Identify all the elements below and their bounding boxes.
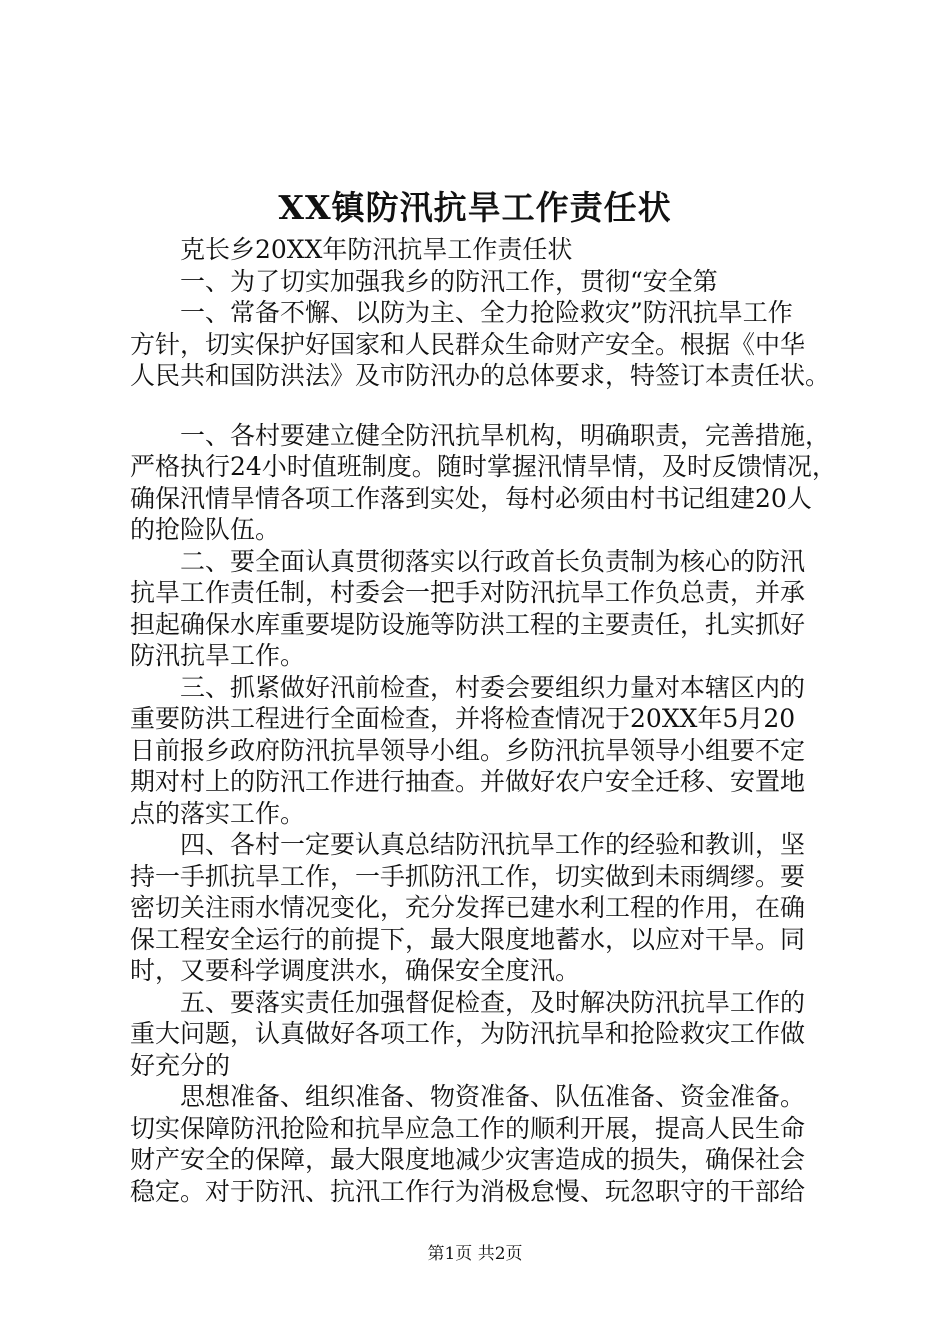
paragraph-line: 二、要全面认真贯彻落实以行政首长负责制为核心的防汛 xyxy=(180,546,806,576)
page-footer: 第1页 共2页 xyxy=(427,1244,523,1264)
paragraph-line: 方针，切实保护好国家和人民群众生命财产安全。根据《中华 xyxy=(130,329,806,359)
subtitle-line: 克长乡20XX年防汛抗旱工作责任状 xyxy=(180,235,573,264)
paragraph-line: 财产安全的保障，最大限度地减少灾害造成的损失，确保社会 xyxy=(130,1145,806,1174)
paragraph-line: 稳定。对于防汛、抗汛工作行为消极怠慢、玩忽职守的干部给 xyxy=(130,1176,806,1206)
paragraph-line: 点的落实工作。 xyxy=(130,798,306,828)
paragraph-line: 确保汛情旱情各项工作落到实处，每村必须由村书记组建20人 xyxy=(130,483,812,513)
paragraph-line: 切实保障防汛抢险和抗旱应急工作的顺利开展，提高人民生命 xyxy=(130,1113,806,1143)
paragraph-line: 日前报乡政府防汛抗旱领导小组。乡防汛抗旱领导小组要不定 xyxy=(130,735,806,765)
paragraph-line: 防汛抗旱工作。 xyxy=(130,641,306,670)
paragraph-line: 时，又要科学调度洪水，确保安全度汛。 xyxy=(130,956,581,985)
paragraph-gap xyxy=(130,392,835,420)
paragraph-line: 严格执行24小时值班制度。随时掌握汛情旱情，及时反馈情况， xyxy=(130,452,837,481)
paragraph-line: 保工程安全运行的前提下，最大限度地蓄水，以应对干旱。同 xyxy=(130,924,806,954)
paragraph-line: 一、各村要建立健全防汛抗旱机构，明确职责，完善措施， xyxy=(180,420,831,450)
paragraph-line: 重大问题，认真做好各项工作，为防汛抗旱和抢险救灾工作做 xyxy=(130,1019,806,1048)
paragraph-line: 担起确保水库重要堤防设施等防洪工程的主要责任，扎实抓好 xyxy=(130,609,806,639)
document-title: XX镇防汛抗旱工作责任状 xyxy=(278,188,672,227)
paragraph-line: 思想准备、组织准备、物资准备、队伍准备、资金准备。 xyxy=(180,1082,806,1111)
paragraph-line: 五、要落实责任加强督促检查，及时解决防汛抗旱工作的 xyxy=(180,987,806,1017)
paragraph-line: 人民共和国防洪法》及市防汛办的总体要求，特签订本责任状。 xyxy=(130,361,831,390)
paragraph-line: 三、抓紧做好汛前检查，村委会要组织力量对本辖区内的 xyxy=(180,672,806,702)
paragraph-line: 抗旱工作责任制，村委会一把手对防汛抗旱工作负总责，并承 xyxy=(130,578,806,607)
paragraph-line: 重要防洪工程进行全面检查，并将检查情况于20XX年5月20 xyxy=(130,704,796,733)
paragraph-line: 的抢险队伍。 xyxy=(130,515,281,544)
paragraph-line: 一、常备不懈、以防为主、全力抢险救灾”防汛抗旱工作 xyxy=(180,298,793,327)
paragraph-line: 持一手抓抗旱工作，一手抓防汛工作，切实做到未雨绸缪。要 xyxy=(130,861,806,891)
paragraph-line: 一、为了切实加强我乡的防汛工作，贯彻“安全第 xyxy=(180,266,718,296)
paragraph-line: 好充分的 xyxy=(130,1050,231,1080)
document-body xyxy=(130,234,835,1207)
paragraph-line: 期对村上的防汛工作进行抽查。并做好农户安全迁移、安置地 xyxy=(130,767,806,796)
paragraph-line: 四、各村一定要认真总结防汛抗旱工作的经验和教训，坚 xyxy=(180,830,806,859)
paragraph-line: 密切关注雨水情况变化，充分发挥已建水利工程的作用，在确 xyxy=(130,893,806,922)
